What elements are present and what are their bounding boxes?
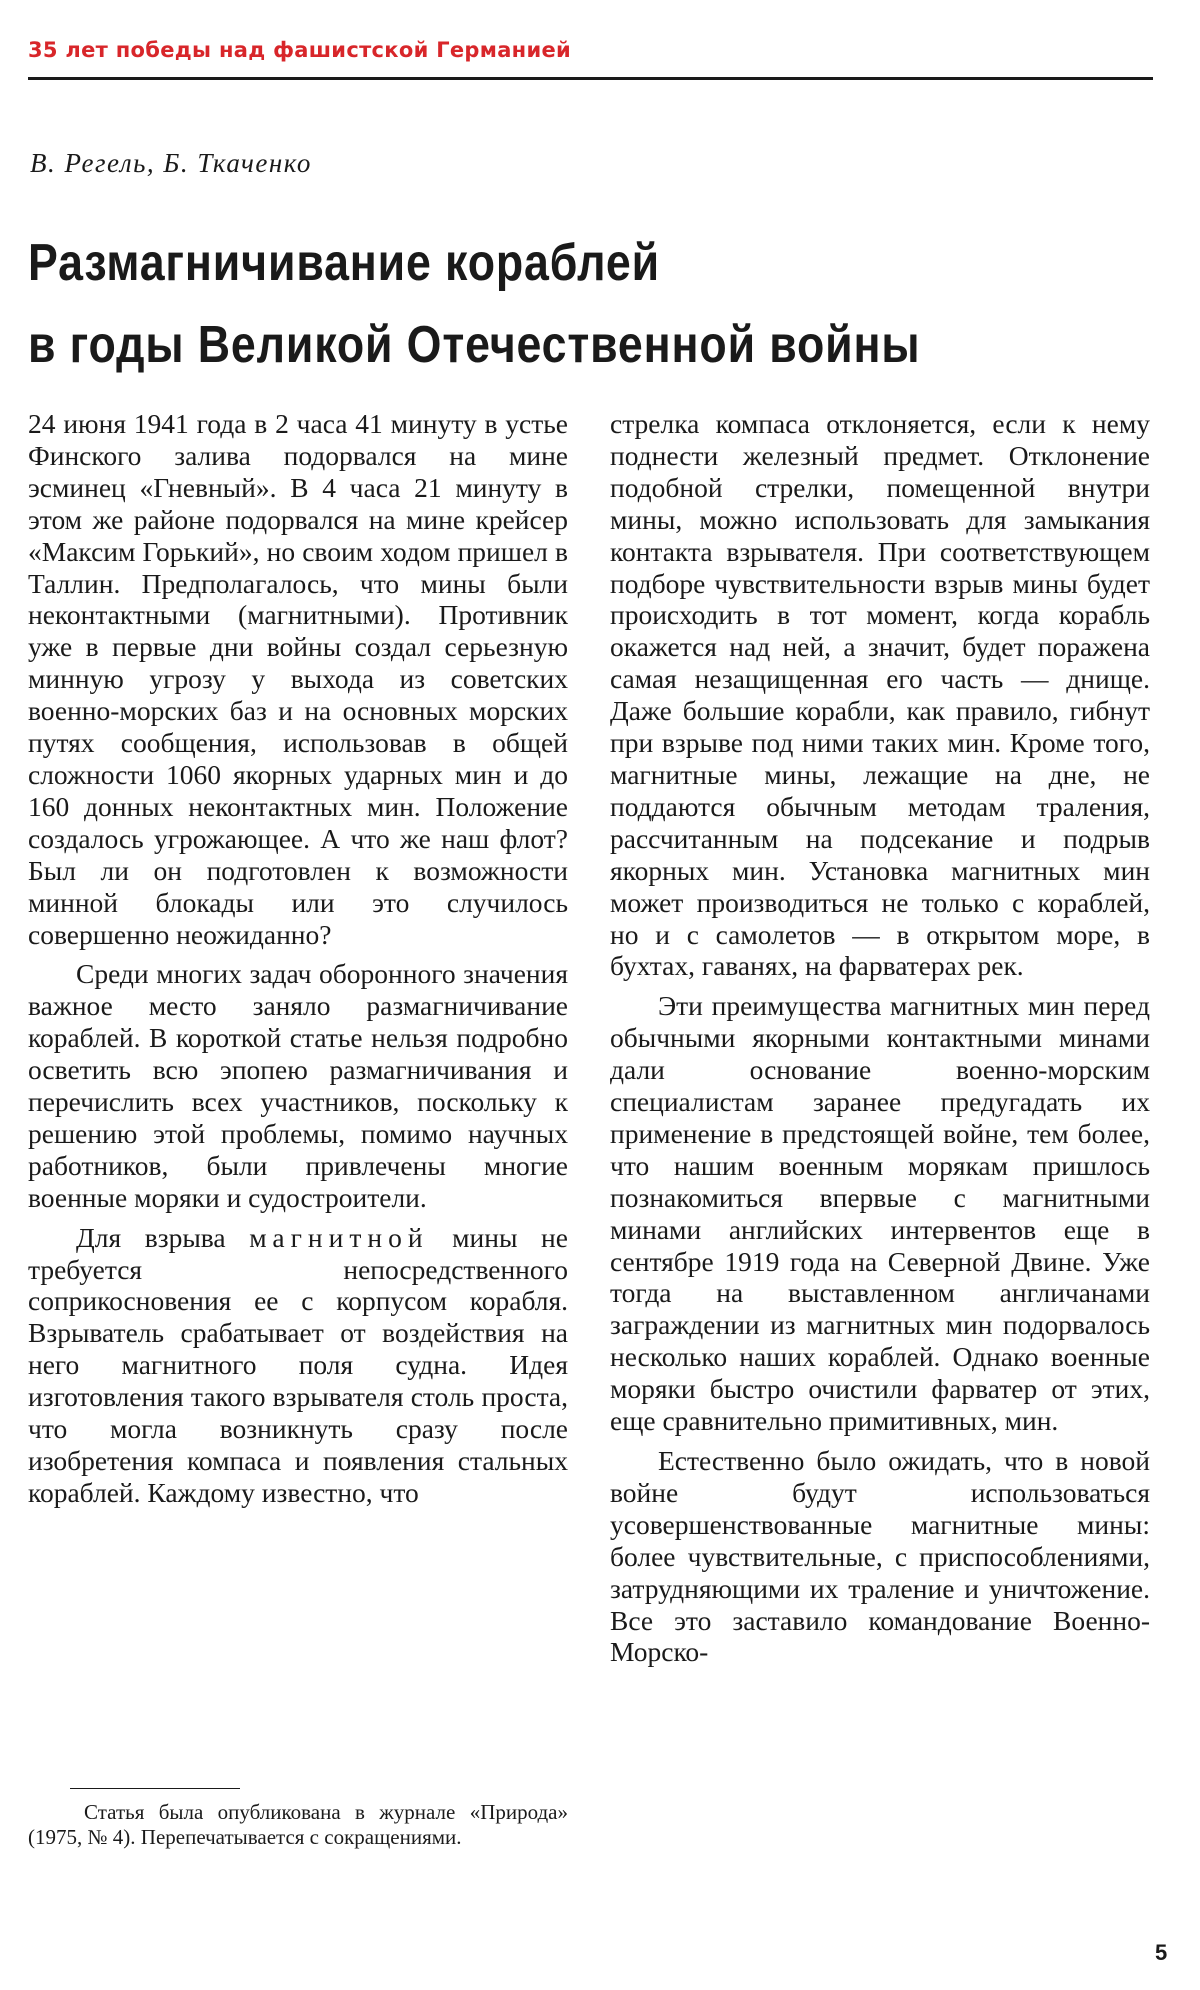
paragraph-lead: Для взрыва: [76, 1221, 226, 1253]
left-column: [28, 408, 568, 1517]
article-title-line-2: в годы Великой Отечественной войны: [28, 316, 921, 374]
paragraph: стрелка компаса отклоняется, если к нему поднести железный предмет. Отклонение подобной стрелки, помещенной внутри мины, можно использовать для замыкания контакта взрывателя. При соответствующем подборе чувствительности взрыв мины будет происходить в тот момент, когда корабль окажется над ней, а значит, будет поражена самая незащищенная его часть — днище. Даже большие корабли, как правило, гибнут при взрыве под ними таких мин. Кроме того, магнитные мины, лежащие на дне, не поддаются обычным методам траления, рассчитанным на подсекание и подрыв якорных мин. Установка магнитных мин может производиться не только с кораблей, но и с самолетов — в открытом море, в бухтах, гаванях, на фарватерах рек.: [610, 408, 1150, 982]
paragraph: Естественно было ожидать, что в новой войне будут использоваться усовершенствованные магнитные мины: более чувствительные, с приспособлениями, затрудняющими их траление и уничтожение. Все это заставило командование Военно-Морско-: [610, 1445, 1150, 1668]
paragraph-rest: мины не требуется непосредственного соприкосновения ее с корпусом корабля. Взрыватель срабатывает от воздействия на него магнитного поля судна. Идея изготовления такого взрывателя столь проста, что могла возникнуть сразу после изобретения компаса и появления стальных кораблей. Каждому известно, что: [28, 1221, 568, 1508]
footnote: [28, 1800, 568, 1850]
right-column: [610, 408, 1150, 1676]
header-rule: [28, 77, 1153, 80]
paragraph: Эти преимущества магнитных мин перед обычными якорными контактными минами дали основание военно-морским специалистам заранее предугадать их применение в предстоящей войне, тем более, что нашим военным морякам пришлось познакомиться впервые с магнитными минами английских интервентов еще в сентябре 1919 года на Северной Двине. Уже тогда на выставленном англичанами заграждении из магнитных мин подорвалось несколько наших кораблей. Однако военные моряки быстро очистили фарватер от этих, еще сравнительно примитивных, мин.: [610, 990, 1150, 1437]
article-title-line-1: Размагничивание кораблей: [28, 234, 660, 292]
page-number: 5: [1155, 1940, 1168, 1965]
series-header: 35 лет победы над фашистской Германией: [28, 38, 572, 62]
article-authors: В. Регель, Б. Ткаченко: [30, 148, 312, 178]
paragraph: [28, 1222, 568, 1509]
footnote-rule: [70, 1788, 240, 1789]
paragraph: Среди многих задач оборонного значения важное место заняло размагничивание кораблей. В короткой статье нельзя подробно осветить всю эпопею размагничивания и перечислить всех участников, поскольку к решению этой проблемы, помимо научных работников, были привлечены многие военные моряки и судостроители.: [28, 958, 568, 1213]
emphasized-word: магнитной: [249, 1221, 429, 1253]
paragraph: 24 июня 1941 года в 2 часа 41 минуту в устье Финского залива подорвался на мине эсминец «Гневный». В 4 часа 21 минуту в этом же районе подорвался на мине крейсер «Максим Горький», но своим ходом пришел в Таллин. Предполагалось, что мины были неконтактными (магнитными). Противник уже в первые дни войны создал серьезную минную угрозу у выхода из советских военно-морских баз и на основных морских путях сообщения, использовав в общей сложности 1060 якорных ударных мин и до 160 донных неконтактных мин. Положение создалось угрожающее. А что же наш флот? Был ли он подготовлен к возможности минной блокады или это случилось совершенно неожиданно?: [28, 408, 568, 950]
article-title: [28, 222, 991, 386]
footnote-text: Статья была опубликована в журнале «Природа» (1975, № 4). Перепечатывается с сокращениями.: [28, 1800, 568, 1849]
